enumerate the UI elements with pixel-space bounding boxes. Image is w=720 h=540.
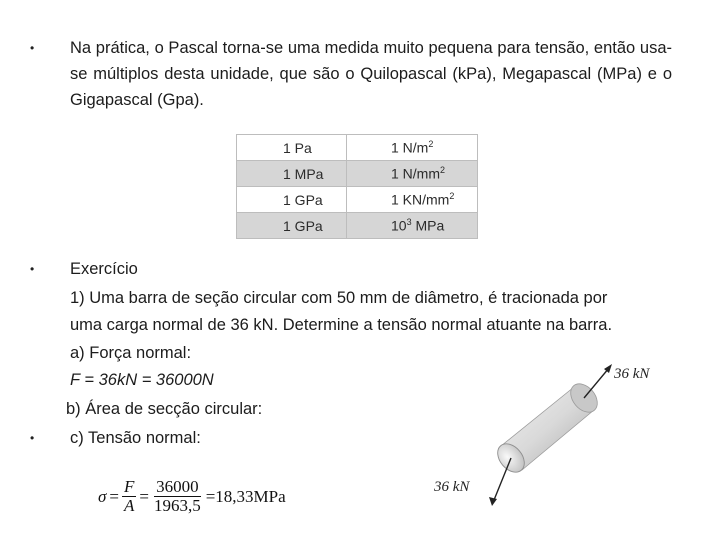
unit-cell: 1 GPa <box>237 187 347 213</box>
table-row <box>237 135 478 161</box>
sigma-symbol: σ <box>98 486 107 506</box>
force-value: F = 36kN = 36000N <box>70 371 214 389</box>
force-label-top: 36 kN <box>614 366 650 382</box>
table-row <box>237 187 478 213</box>
bullet-2: • <box>30 262 35 276</box>
fraction-values: $\frac{36000}{1963,5}$ <box>153 477 201 515</box>
pascal-paragraph: Na prática, o Pascal torna-se uma medida muito pequena para tensão, então usa-se múltiplos desta unidade, que são o Quilopascal (kPa), Megapascal (MPa) e o Gigapascal (Gpa). <box>70 39 672 109</box>
exercise-statement-line2: uma carga normal de 36 kN. Determine a tensão normal atuante na barra. <box>70 316 613 334</box>
bullet-1: • <box>30 41 35 55</box>
equals-sign: = <box>139 486 149 506</box>
equals-sign: = <box>109 486 119 506</box>
item-a: a) Força normal: <box>70 344 192 362</box>
formula-result: =18,33MPa <box>205 486 286 506</box>
equivalent-cell: $10^3$ MPa <box>347 213 478 239</box>
table-row <box>237 213 478 239</box>
exercise-statement-line1: 1) Uma barra de seção circular com 50 mm de diâmetro, é tracionada por <box>70 289 608 307</box>
stress-formula <box>98 478 286 515</box>
unit-cell: 1 GPa <box>237 213 347 239</box>
exercise-heading: Exercício <box>70 260 138 278</box>
equivalent-cell: 1 $N/mm^2$ <box>347 161 478 187</box>
equivalent-cell: 1 $N/m^2$ <box>347 135 478 161</box>
unit-cell: 1 MPa <box>237 161 347 187</box>
fraction-f-over-a: $\frac{F}{A}$ <box>123 477 135 515</box>
force-label-bottom: 36 kN <box>434 479 470 495</box>
bullet-3: • <box>30 431 35 445</box>
equivalent-cell: 1 $KN/mm^2$ <box>347 187 478 213</box>
unit-cell: 1 Pa <box>237 135 347 161</box>
force-arrow-top <box>584 364 612 398</box>
item-b: b) Área de secção circular: <box>66 400 263 418</box>
units-table <box>236 134 478 239</box>
item-c: c) Tensão normal: <box>70 429 201 447</box>
table-row <box>237 161 478 187</box>
force-arrow-bottom <box>489 458 511 506</box>
